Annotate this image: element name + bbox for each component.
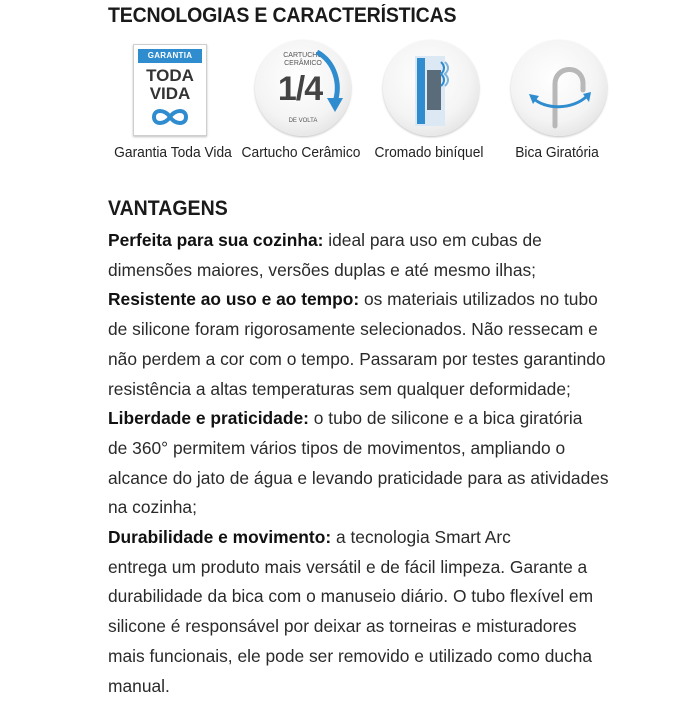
advantage-text: a tecnologia Smart Arc (331, 527, 511, 548)
advantage-text: silicone é responsável por deixar as torneiras e misturadores (108, 616, 577, 637)
advantage-text: durabilidade da bica com o manuseio diário. O tubo flexível em (108, 586, 594, 607)
cartridge-caption-2: CERÂMICO (284, 60, 322, 67)
advantage-title: Durabilidade e movimento: (108, 527, 332, 548)
badge-header: GARANTIA (138, 49, 202, 63)
advantage-text: alcance do jato de água e levando praticidade para as atividades (108, 467, 609, 488)
rotation-arrow-icon (255, 40, 351, 136)
page-title: TECNOLOGIAS E CARACTERÍSTICAS (108, 4, 457, 27)
infinity-warranty-icon (133, 44, 207, 136)
cartridge-caption-3: DE VOLTA (288, 118, 318, 124)
advantage-text: mais funcionais, ele pode ser removido e utilizado como ducha (108, 645, 593, 666)
badge-line-1: TODA (146, 66, 194, 85)
feature-label: Garantia Toda Vida (114, 144, 232, 161)
advantages-heading: VANTAGENS (108, 197, 228, 220)
faucet-icon (511, 40, 607, 136)
advantages-section (108, 196, 628, 701)
advantage-item-freedom (108, 404, 628, 523)
ceramic-cartridge-icon (255, 40, 351, 136)
advantage-text: na cozinha; (108, 497, 197, 518)
infinity-icon (148, 105, 192, 129)
cartridge-caption-1: CARTUCHO (283, 52, 323, 59)
advantage-text: o tubo de silicone e a bica giratória (308, 408, 583, 429)
advantage-text: ideal para uso em cubas de (323, 230, 542, 250)
advantage-item-durability (108, 523, 628, 701)
advantage-text: dimensões maiores, versões duplas e até mesmo ilhas; (108, 259, 537, 280)
swivel-spout-icon (511, 40, 607, 136)
advantage-title: Perfeita para sua cozinha: (108, 230, 324, 250)
advantage-text: entrega um produto mais versátil e de fácil limpeza. Garante a (108, 556, 588, 577)
badge-line-2: VIDA (149, 84, 191, 103)
advantage-text: resistência a altas temperaturas sem qualquer deformidade; (108, 378, 571, 399)
advantage-text: manual. (108, 675, 170, 696)
advantage-title: Liberdade e praticidade: (108, 408, 309, 429)
feature-label: Bica Giratória (515, 144, 599, 161)
chrome-plating-icon (383, 40, 479, 136)
advantage-text: de silicone foram rigorosamente selecionados. Não ressecam e (108, 319, 598, 340)
advantage-item-kitchen (108, 226, 628, 285)
advantage-text: não perdem a cor com o tempo. Passaram por testes garantindo (108, 348, 606, 369)
advantage-text: de 360° permitem vários tipos de movimentos, ampliando o (108, 437, 566, 458)
feature-label: Cartucho Cerâmico (241, 144, 361, 161)
advantage-item-resistant (108, 285, 628, 404)
plating-layers-icon (383, 40, 479, 136)
cartridge-fraction: 1/4 (277, 70, 323, 108)
advantage-title: Resistente ao uso e ao tempo: (108, 289, 360, 310)
advantage-text: os materiais utilizados no tubo (359, 289, 598, 310)
feature-label: Cromado biníquel (374, 144, 484, 161)
features-row (103, 40, 623, 170)
